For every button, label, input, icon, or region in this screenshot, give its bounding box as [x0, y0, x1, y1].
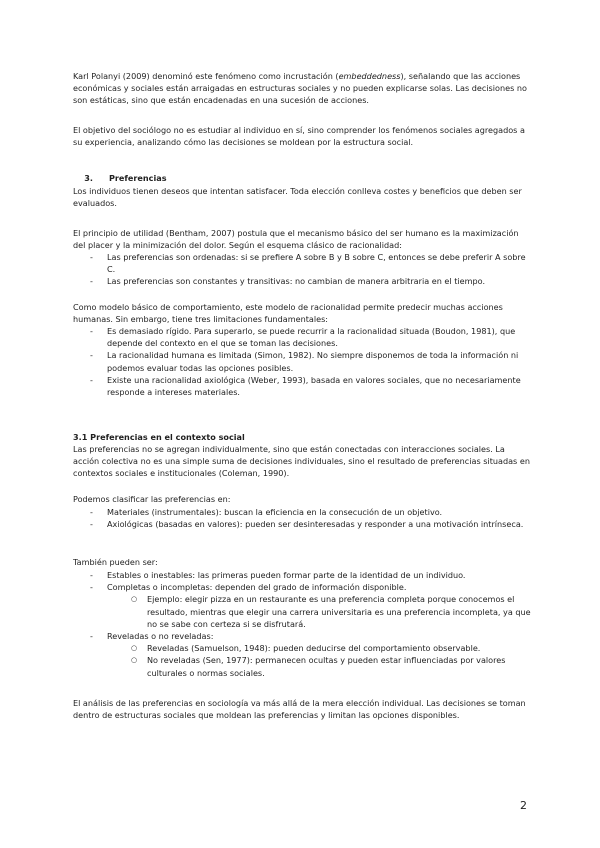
paragraph-polanyi [73, 70, 533, 107]
italic-term: embeddedness [338, 71, 401, 81]
list-racionalidad [73, 251, 533, 288]
section-heading-3-1: 3.1 Preferencias en el contexto social [73, 432, 245, 442]
paragraph-text: Karl Polanyi (2009) denominó este fenómeno como incrustación ( [73, 71, 339, 81]
list-item [73, 630, 533, 679]
sublist-item: ○ Reveladas (Samuelson, 1948): pueden deducirse del comportamiento observable. [73, 642, 533, 654]
paragraph-final: El análisis de las preferencias en sociología va más allá de la mera elección individual. Las decisiones se toman dentro de estructuras sociales que moldean las preferencias y limitan las opciones disponibles. [73, 698, 526, 721]
paragraph-tambien: También pueden ser: [73, 557, 158, 567]
paragraph-contexto-social: Las preferencias no se agregan individualmente, sino que están conectadas con interacciones sociales. La acción colectiva no es una simple suma de decisiones individuales, sino el resultado de preferencias situadas en contextos sociales e institucionales (Coleman, 1990). [73, 444, 530, 479]
list-clasificacion [73, 506, 533, 530]
list-item: - Es demasiado rígido. Para superarlo, se puede recurrir a la racionalidad situada (Boudon, 1981), que depende del contexto en el que se toman las decisiones. [73, 325, 533, 349]
sublist [107, 593, 533, 630]
sublist-item: ○ Ejemplo: elegir pizza en un restaurante es una preferencia completa porque conocemos el resultado, mientras que elegir una carrera universitaria es una preferencia incompleta, ya que no se sabe con certeza si se disfrutará. [73, 593, 533, 630]
list-item-text: Completas o incompletas: dependen del grado de información disponible. [107, 582, 407, 593]
list-item: - Existe una racionalidad axiológica (Weber, 1993), basada en valores sociales, que no necesariamente responde a intereses materiales. [73, 374, 533, 398]
paragraph-intro-preferencias: Los individuos tienen deseos que intentan satisfacer. Toda elección conlleva costes y beneficios que deben ser evaluados. [73, 186, 522, 209]
list-item: - Las preferencias son constantes y transitivas: no cambian de manera arbitraria en el tiempo. [73, 275, 533, 287]
page-number: 2 [520, 799, 527, 812]
sublist-item: ○ No reveladas (Sen, 1977): permanecen ocultas y pueden estar influenciadas por valores culturales o normas sociales. [73, 654, 533, 678]
list-item-text: Reveladas o no reveladas: [107, 631, 214, 642]
section-title: Preferencias [109, 173, 167, 183]
section-heading-3 [73, 172, 533, 184]
list-item: - La racionalidad humana es limitada (Simon, 1982). No siempre disponemos de toda la información ni podemos evaluar todas las opciones posibles. [73, 349, 533, 373]
paragraph-utilidad: El principio de utilidad (Bentham, 2007) postula que el mecanismo básico del ser humano es la maximización del placer y la minimización del dolor. Según el esquema clásico de racionalidad: [73, 228, 519, 251]
paragraph-modelo: Como modelo básico de comportamiento, este modelo de racionalidad permite predecir muchas acciones humanas. Sin embargo, tiene tres limitaciones fundamentales: [73, 302, 503, 325]
list-limitaciones [73, 325, 533, 398]
list-item: - Axiológicas (basadas en valores): pueden ser desinteresadas y responder a una motivación intrínseca. [73, 518, 533, 530]
list-item: - Materiales (instrumentales): buscan la eficiencia en la consecución de un objetivo. [73, 506, 533, 518]
paragraph-objetivo: El objetivo del sociólogo no es estudiar al individuo en sí, sino comprender los fenómenos sociales agregados a su experiencia, analizando cómo las decisiones se moldean por la estructura social. [73, 125, 525, 148]
section-number: 3. [84, 173, 93, 183]
list-item: - Las preferencias son ordenadas: si se prefiere A sobre B y B sobre C, entonces se debe preferir A sobre C. [73, 251, 533, 275]
list-tipos [73, 569, 533, 679]
list-item [73, 581, 533, 630]
paragraph-text: ), señalando que las acciones económicas y sociales están arraigadas en estructuras sociales y no pueden explicarse solas. Las decisiones no son estáticas, sino que están encadenadas en una sucesión de acciones. [73, 71, 527, 106]
list-item: - Estables o inestables: las primeras pueden formar parte de la identidad de un individuo. [73, 569, 533, 581]
paragraph-clasificar: Podemos clasificar las preferencias en: [73, 494, 231, 504]
sublist [107, 642, 533, 679]
